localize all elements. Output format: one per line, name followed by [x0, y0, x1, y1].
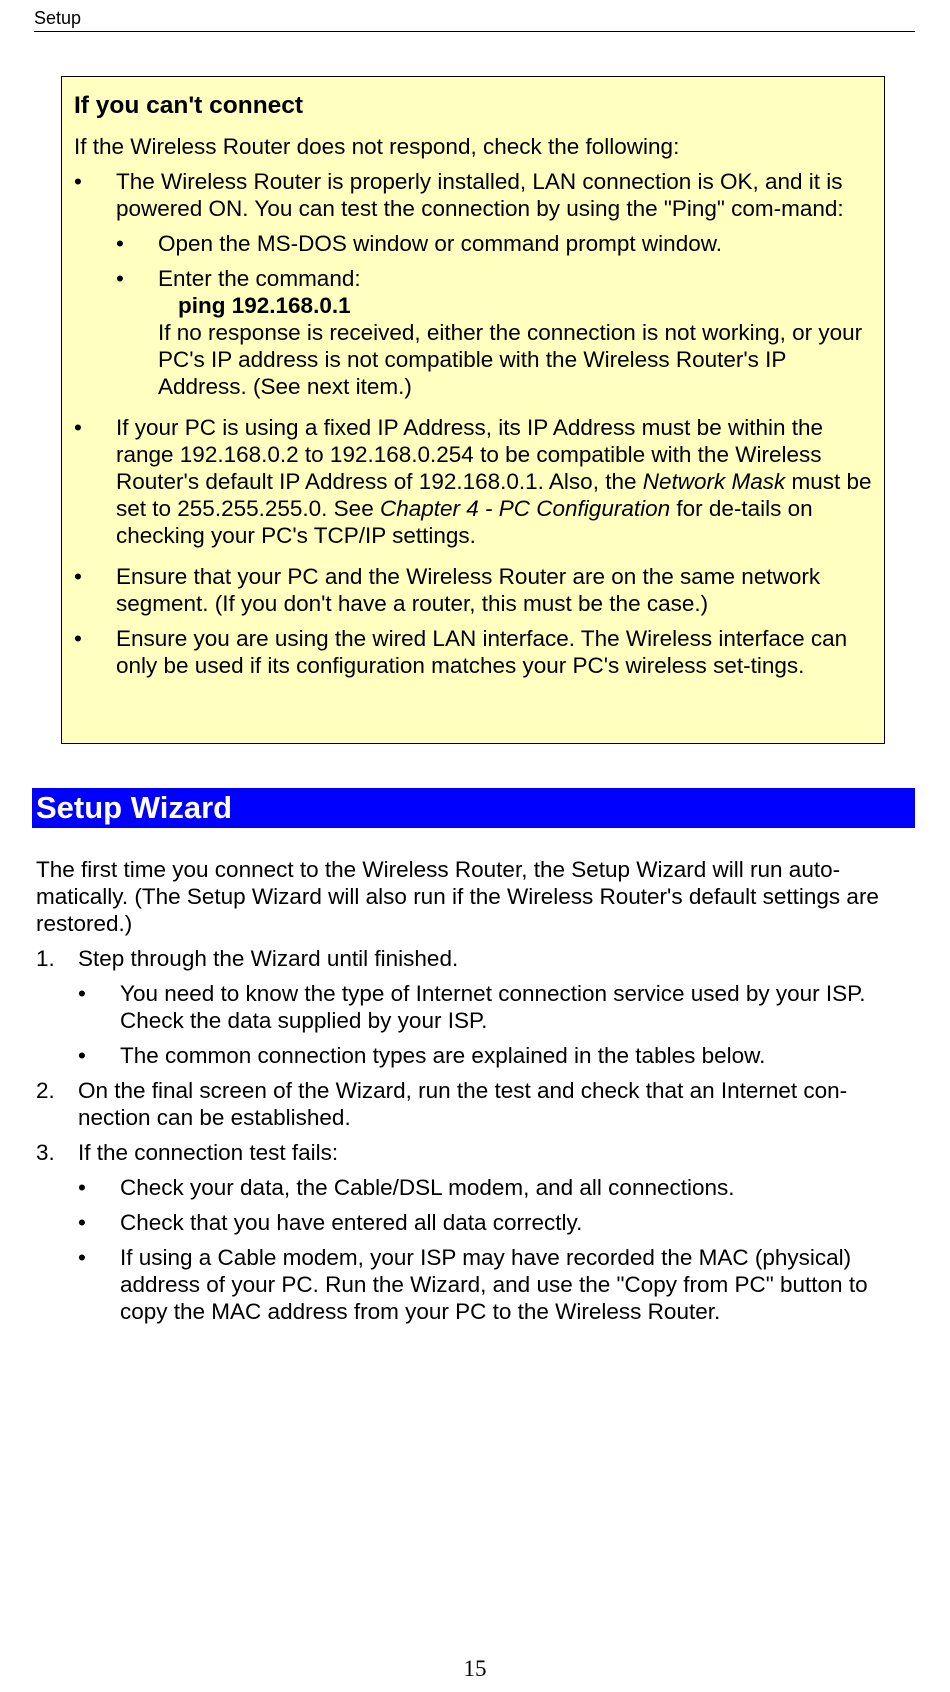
step-1-subitem-types — [36, 1042, 916, 1069]
step-2 — [36, 1077, 916, 1131]
step-3 — [36, 1139, 916, 1166]
step-3-subitem-entered-correctly — [36, 1209, 916, 1236]
network-mask-term: Network Mask — [642, 469, 786, 494]
note-item-fixed-ip — [74, 414, 872, 549]
bullet-icon: • — [78, 1210, 86, 1235]
note-subitem-msdos — [74, 230, 872, 257]
step-1-subitem-isp — [36, 980, 916, 1034]
setup-wizard-body — [36, 856, 916, 1333]
subitem-text: If using a Cable modem, your ISP may have recorded the MAC (physical) address of your PC. Run the Wizard, and use the "Copy from PC" button to copy the MAC address from your PC to the Wireless Router. — [120, 1245, 868, 1324]
subitem-text: Check your data, the Cable/DSL modem, and all connections. — [120, 1175, 735, 1200]
note-item-text: The Wireless Router is properly installed, LAN connection is OK, and it is powered ON. You can test the connection by using the "Ping" com-mand: — [116, 169, 844, 221]
step-1 — [36, 945, 916, 972]
bullet-icon: • — [78, 1043, 86, 1068]
note-title: If you can't connect — [74, 92, 304, 119]
subitem-text: Check that you have entered all data correctly. — [120, 1210, 583, 1235]
note-subitem-text: Open the MS-DOS window or command prompt window. — [158, 231, 722, 256]
ping-command: ping 192.168.0.1 — [178, 293, 351, 318]
running-header: Setup — [34, 8, 82, 28]
header-rule — [34, 31, 915, 32]
step-text: If the connection test fails: — [78, 1140, 339, 1165]
note-intro: If the Wireless Router does not respond, check the following: — [74, 134, 680, 159]
note-item-text — [116, 414, 872, 549]
bullet-icon: • — [74, 415, 82, 440]
bullet-icon: • — [116, 231, 124, 256]
command-explanation: If no response is received, either the connection is not working, or your PC's IP address is not compatible with the Wireless Router's IP Address. (See next item.) — [158, 320, 863, 399]
page-number: 15 — [463, 1656, 487, 1681]
chapter-reference: Chapter 4 - PC Configuration — [379, 496, 671, 521]
troubleshooting-note-box — [61, 76, 885, 744]
subitem-text: You need to know the type of Internet connection service used by your ISP. Check the data supplied by your ISP. — [120, 981, 866, 1033]
note-item-text: Ensure that your PC and the Wireless Router are on the same network segment. (If you don't have a router, this must be the case.) — [116, 564, 821, 616]
step-number: 2. — [36, 1078, 55, 1103]
subitem-text: The common connection types are explained in the tables below. — [120, 1043, 766, 1068]
section-intro: The first time you connect to the Wireless Router, the Setup Wizard will run auto-matically. (The Setup Wizard will also run if the Wireless Router's default settings are restored.) — [36, 857, 879, 936]
note-subitem-command — [74, 265, 872, 400]
bullet-icon: • — [74, 564, 82, 589]
note-item-wired-lan — [74, 625, 872, 679]
bullet-icon: • — [78, 1175, 86, 1200]
step-number: 3. — [36, 1140, 55, 1165]
step-text: Step through the Wizard until finished. — [78, 946, 459, 971]
section-heading-setup-wizard: Setup Wizard — [32, 788, 915, 828]
note-item-installed — [74, 168, 872, 222]
step-3-subitem-check-data — [36, 1174, 916, 1201]
step-3-subitem-mac — [36, 1244, 916, 1325]
bullet-icon: • — [74, 626, 82, 651]
bullet-icon: • — [74, 169, 82, 194]
fixed-ip-text-b: must be set to 255.255.255.0. See — [116, 469, 872, 521]
bullet-icon: • — [78, 1245, 86, 1270]
note-item-text: Ensure you are using the wired LAN interface. The Wireless interface can only be used if its configuration matches your PC's wireless set-tings. — [116, 626, 848, 678]
note-item-network-segment — [74, 563, 872, 617]
fixed-ip-text-a: If your PC is using a fixed IP Address, its IP Address must be within the range 192.168.0.2 to 192.168.0.254 to be compatible with the Wireless Router's default IP Address of 192.168.0.1. Also, the — [116, 415, 824, 494]
step-text: On the final screen of the Wizard, run the test and check that an Internet con-nection can be established. — [78, 1078, 848, 1130]
bullet-icon: • — [116, 266, 124, 291]
step-number: 1. — [36, 946, 55, 971]
fixed-ip-text-c: for de-tails on checking your PC's TCP/IP settings. — [116, 496, 813, 548]
bullet-icon: • — [78, 981, 86, 1006]
command-intro: Enter the command: — [158, 266, 361, 291]
